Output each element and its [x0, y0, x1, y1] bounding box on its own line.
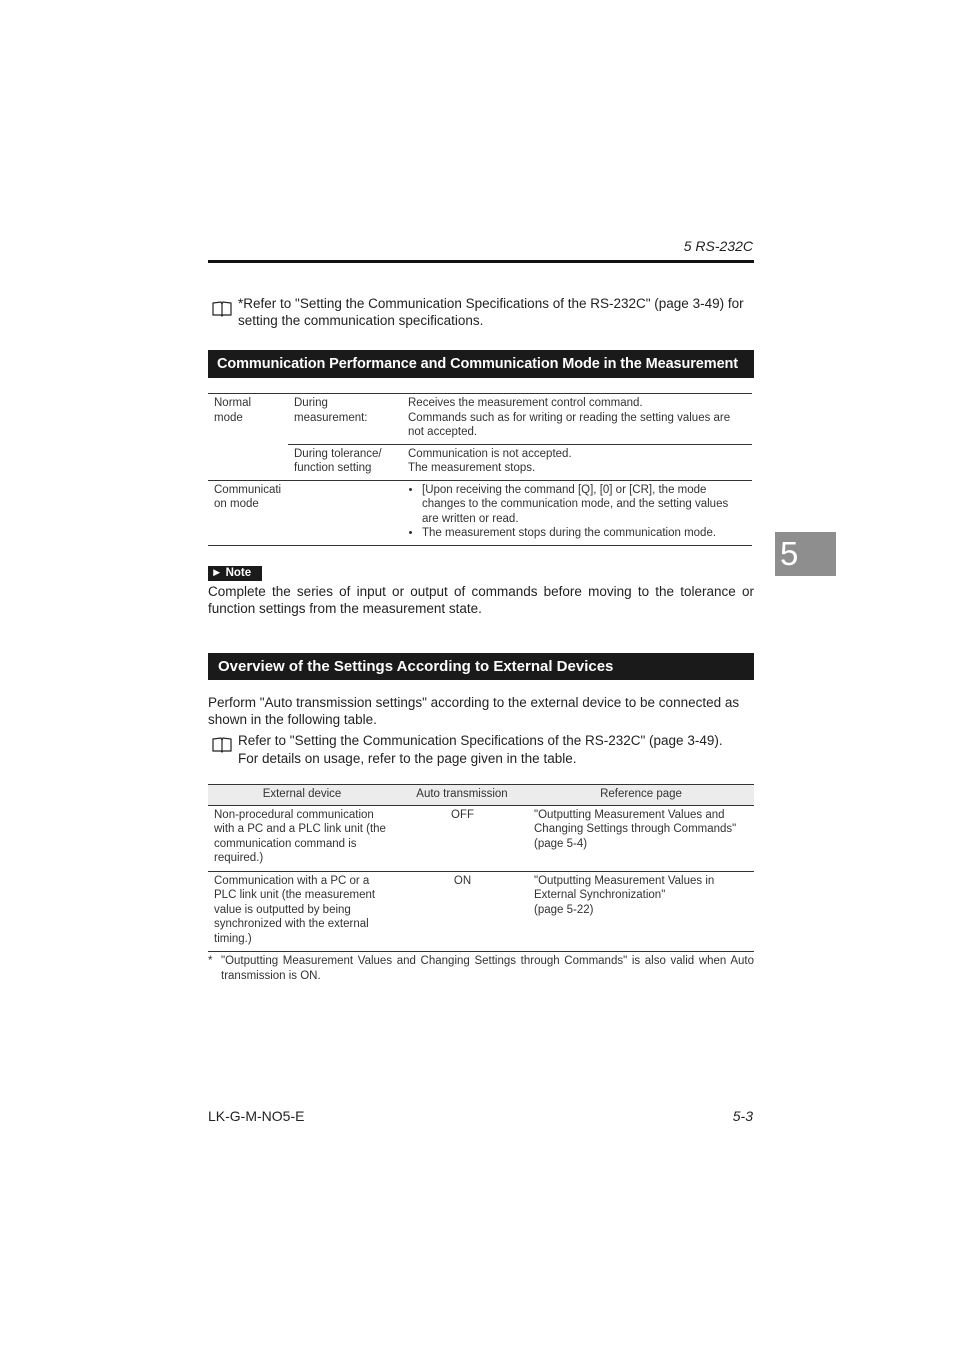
- section-title: Overview of the Settings According to External Devices: [208, 653, 754, 680]
- bullet-item: • The measurement stops during the communication mode.: [422, 526, 747, 541]
- description-line: Receives the measurement control command.: [408, 397, 643, 409]
- mode-label: Normal mode: [208, 394, 288, 481]
- reference-line: Refer to "Setting the Communication Specifications of the RS-232C" (page 3-49).: [238, 733, 723, 748]
- column-header: External device: [208, 785, 396, 806]
- chapter-label: 5 RS-232C: [683, 238, 753, 254]
- mode-label: Communicati on mode: [208, 480, 288, 545]
- note-text: Complete the series of input or output of commands before moving to the tolerance or function settings from the measurement state.: [208, 584, 754, 616]
- book-icon: [212, 301, 232, 317]
- sub-mode-label: During measurement:: [288, 394, 402, 445]
- table-row: [208, 805, 754, 871]
- device-cell: Communication with a PC or a PLC link unit (the measurement value is outputted by being synchronized with the external timing.): [208, 871, 396, 952]
- mode-description: [402, 480, 752, 545]
- book-icon: [212, 737, 232, 753]
- reference-cell: [528, 871, 754, 952]
- column-header: Auto transmission: [396, 785, 528, 806]
- sub-mode-label: During tolerance/ function setting: [288, 444, 402, 480]
- reference-cell: "Outputting Measurement Values and Changing Settings through Commands" (page 5-4): [528, 805, 754, 871]
- reference-line: For details on usage, refer to the page given in the table.: [238, 751, 577, 766]
- page-number: 5-3: [732, 1108, 753, 1124]
- auto-transmission-cell: ON: [396, 871, 528, 952]
- column-header: Reference page: [528, 785, 754, 806]
- reference-note: *Refer to "Setting the Communication Specifications of the RS-232C" (page 3-49) for setting the communication specifications.: [238, 296, 744, 328]
- header-rule: [208, 260, 754, 263]
- intro-text: Perform "Auto transmission settings" according to the external device to be connected as shown in the following table.: [208, 695, 740, 727]
- footnote: [208, 954, 754, 984]
- footnote-marker: *: [208, 955, 213, 967]
- bullet-item: • [Upon receiving the command [Q], [0] or [CR], the mode changes to the communication mode, and the setting values are written or read.: [422, 483, 747, 527]
- device-cell: Non-procedural communication with a PC and a PLC link unit (the communication command is required.): [208, 805, 396, 871]
- description-line: Communication is not accepted.: [408, 447, 572, 460]
- reference-page: (page 5-22): [534, 903, 594, 916]
- table-row: [208, 871, 754, 952]
- empty-cell: [288, 480, 402, 545]
- footnote-text: "Outputting Measurement Values and Changing Settings through Commands" is also valid when Auto transmission is ON.: [221, 955, 754, 982]
- section-title: Communication Performance and Communication Mode in the Measurement State: [208, 350, 754, 378]
- description-line: Commands such as for writing or reading the setting values are not accepted.: [408, 411, 731, 438]
- auto-transmission-cell: OFF: [396, 805, 528, 871]
- reference-title: "Outputting Measurement Values in External Synchronization": [534, 874, 715, 901]
- measurement-state-table: [208, 393, 752, 546]
- chapter-tab: 5: [775, 532, 836, 576]
- description-line: The measurement stops.: [408, 462, 536, 474]
- document-code: LK-G-M-NO5-E: [208, 1108, 305, 1124]
- note-badge: ► Note: [208, 566, 262, 581]
- mode-description: [402, 444, 752, 480]
- external-devices-table: [208, 784, 754, 952]
- mode-description: [402, 394, 752, 445]
